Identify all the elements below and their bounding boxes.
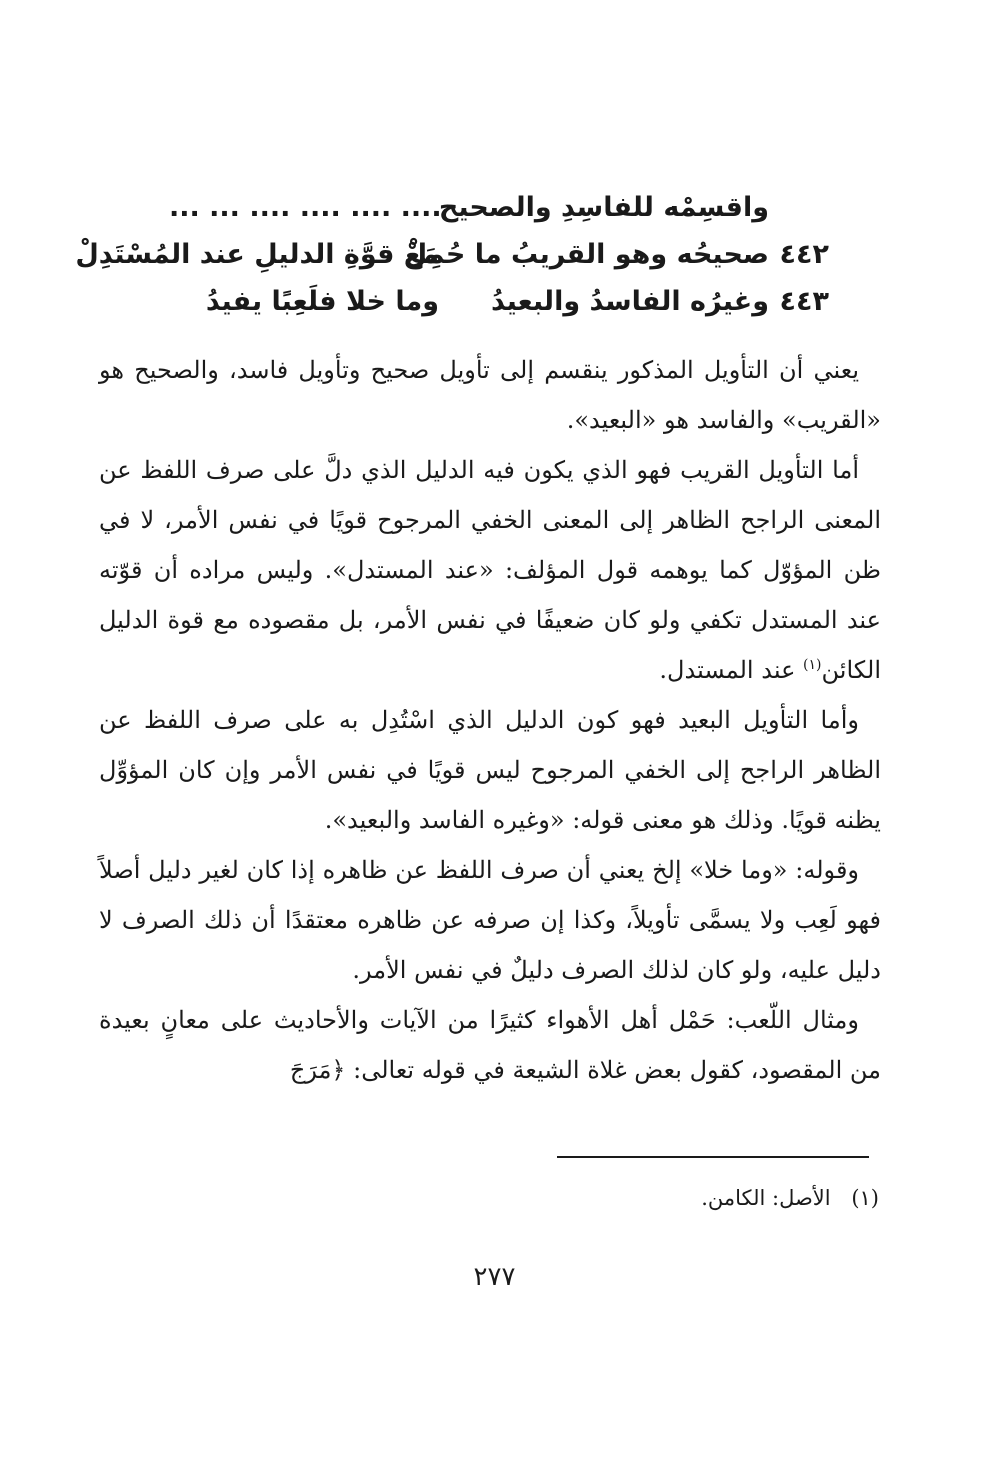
commentary-text xyxy=(99,345,881,1095)
footnote xyxy=(479,1186,879,1210)
paragraph: وقوله: «وما خلا» إلخ يعني أن صرف اللفظ عن ظاهره إذا كان لغير دليل أصلاً فهو لَعِب ولا يسمَّى تأويلاً، وكذا إن صرفه عن ظاهره معتقدًا أن ذلك الصرف لا دليل عليه، ولو كان لذلك الصرف دليلٌ في نفس الأمر. xyxy=(99,856,881,984)
verse-first-hemistich: وغيرُه الفاسدُ والبعيدُ xyxy=(491,286,769,317)
page-number: ٢٧٧ xyxy=(473,1262,516,1292)
verse-line xyxy=(109,192,829,239)
footnote-text: الأصل: الكامن. xyxy=(701,1186,831,1210)
verse-second-hemistich: مَعْ قوَّةِ الدليلِ عند المُسْتَدِلْ xyxy=(75,239,439,270)
verse-line xyxy=(109,286,829,333)
footnote-separator xyxy=(557,1156,869,1158)
verse-line xyxy=(75,239,829,286)
verse-number: ٤٤٢ xyxy=(779,239,829,270)
footnote-reference[interactable]: (١) xyxy=(803,657,822,673)
verse-first-hemistich: صحيحُه وهو القريبُ ما حُمِلْ xyxy=(403,239,769,270)
verse-block xyxy=(75,192,829,333)
verse-second-hemistich: وما خلا فلَعِبًا يفيدُ xyxy=(205,286,439,317)
paragraph: وأما التأويل البعيد فهو كون الدليل الذي اسْتُدِل به على صرف اللفظ عن الظاهر الراجح إلى الخفي المرجوح ليس قويًا في نفس الأمر وإن كان المؤوِّل يظنه قويًا. وذلك هو معنى قوله: «وغيره الفاسد والبعيد». xyxy=(99,706,881,834)
paragraph-text-tail: عند المستدل. xyxy=(659,656,796,684)
paragraph-text: أما التأويل القريب فهو الذي يكون فيه الدليل الذي دلَّ على صرف اللفظ عن المعنى الراجح الظاهر إلى المعنى الخفي المرجوح قويًا في نفس الأمر، لا في ظن المؤوّل كما يوهمه قول المؤلف: «عند المستدل». وليس مراده أن قوّته عند المستدل تكفي ولو كان ضعيفًا في نفس الأمر، بل مقصوده مع قوة الدليل الكائن xyxy=(99,456,881,684)
paragraph: يعني أن التأويل المذكور ينقسم إلى تأويل صحيح وتأويل فاسد، والصحيح هو «القريب» والفاسد هو «البعيد». xyxy=(99,356,881,434)
footnote-marker: (١) xyxy=(851,1186,879,1210)
verse-first-hemistich: واقسِمْه للفاسِدِ والصحيح xyxy=(438,192,769,223)
paragraph xyxy=(99,445,881,695)
verse-number: ٤٤٣ xyxy=(779,286,829,317)
verse-second-hemistich: ... ... .... .... .... .... xyxy=(169,192,442,223)
paragraph: ومثال اللّعب: حَمْل أهل الأهواء كثيرًا من الآيات والأحاديث على معانٍ بعيدة من المقصود، كقول بعض غلاة الشيعة في قوله تعالى: ﴿مَرَجَ xyxy=(99,1006,881,1084)
